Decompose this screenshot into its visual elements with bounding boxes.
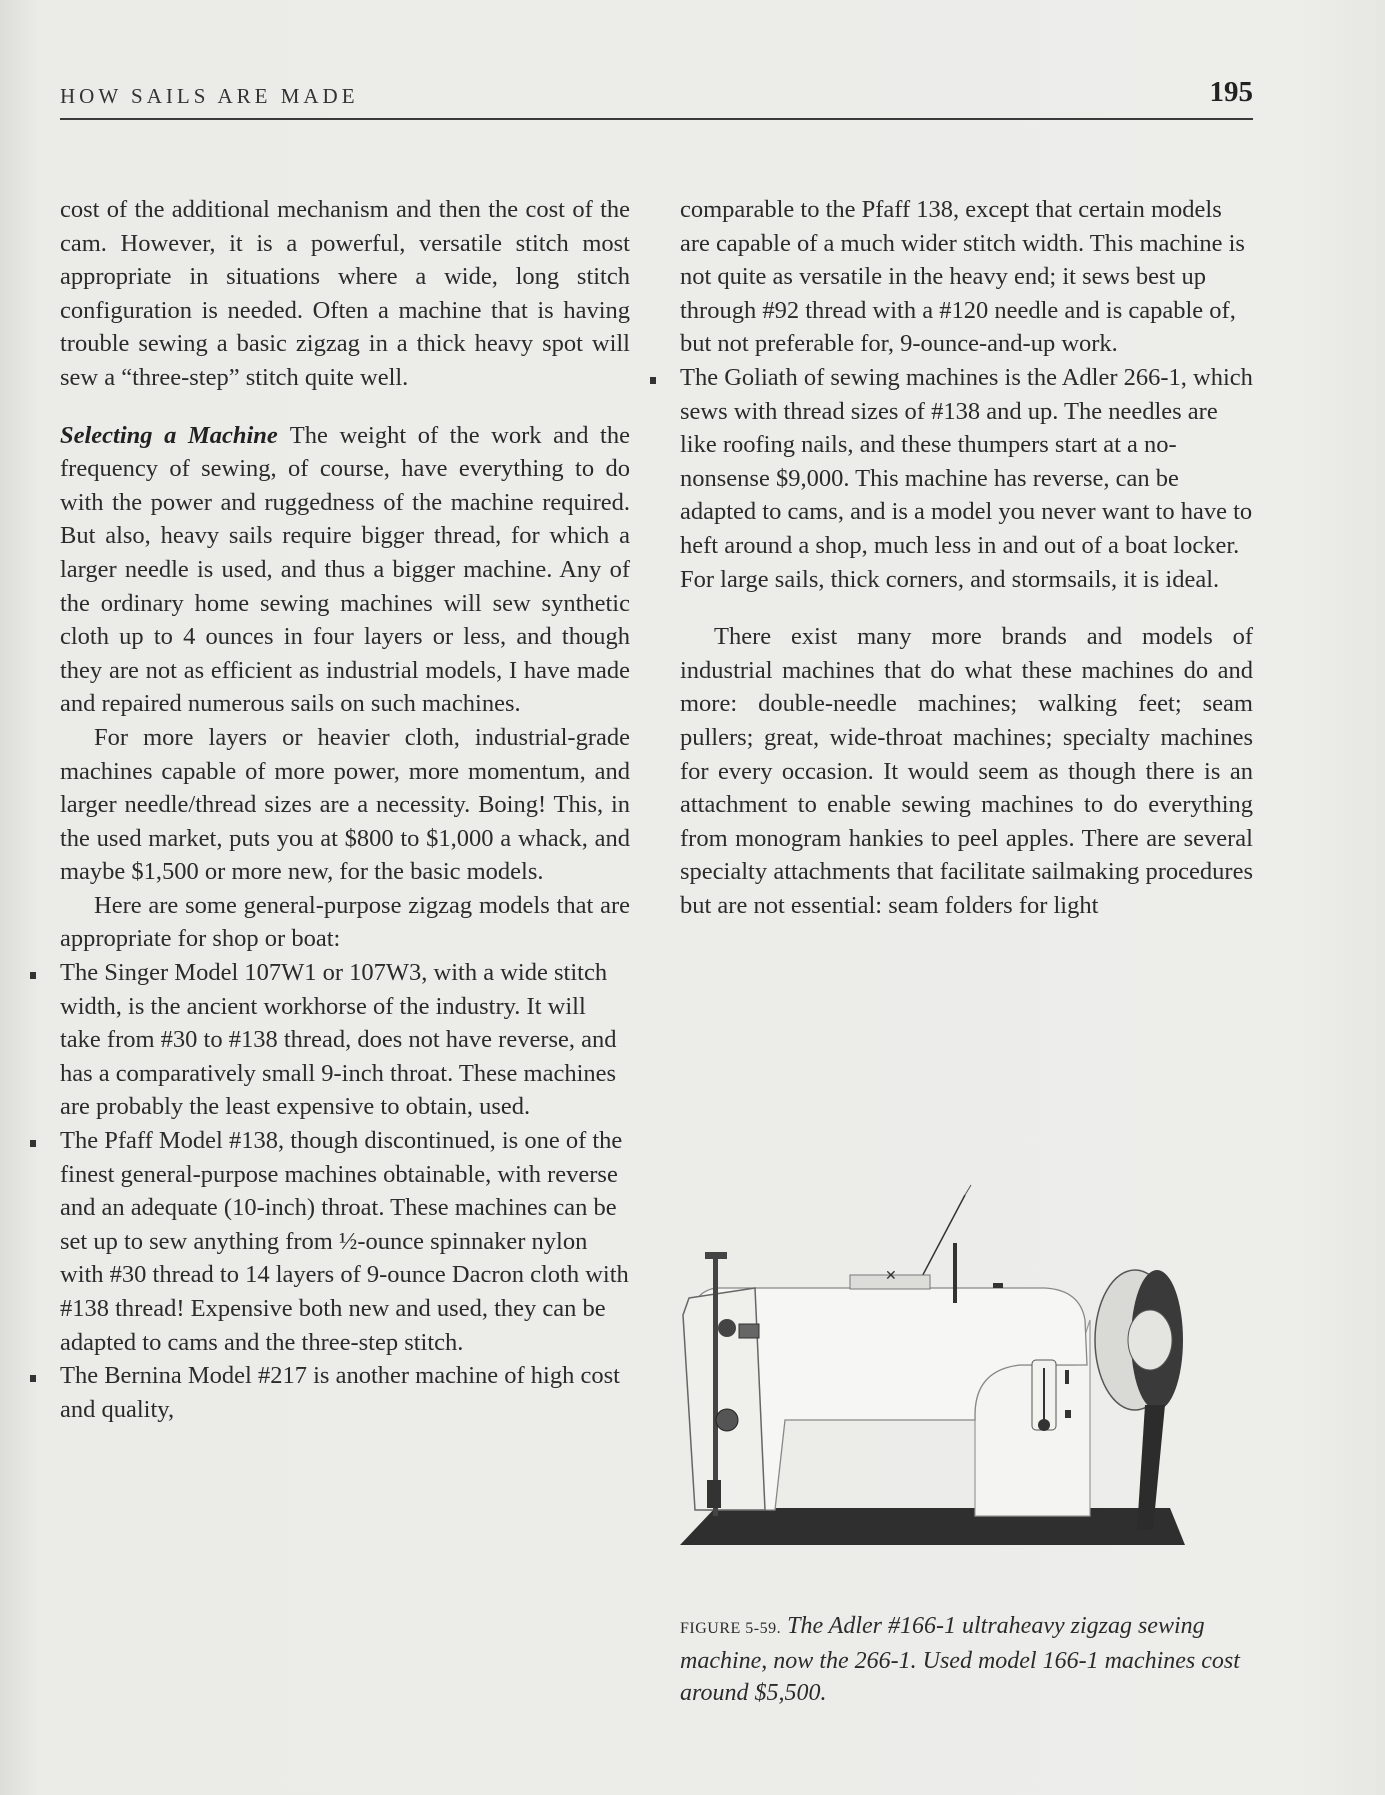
bernina-continuation-text: comparable to the Pfaff 138, except that certain models are capable of a much wider stitch width. This machine is not quite as versatile in the heavy end; it sews best up through #92 thread with a #120 needle and is capable of, but not preferable for, 9-ounce-and-up work. bbox=[680, 196, 1245, 358]
stitch-lever-knob bbox=[1038, 1419, 1050, 1431]
stitch-indicator bbox=[1065, 1370, 1069, 1384]
thread-spindle bbox=[953, 1243, 957, 1303]
figure-caption-text: The Adler #166-1 ultraheavy zigzag sewing machine, now the 266-1. Used model 166-1 machines cost around $5,500. bbox=[680, 1613, 1240, 1706]
list-item-adler: The Goliath of sewing machines is the Adler 266-1, which sews with thread sizes of #138 and up. The needles are like roofing nails, and these thumpers start at a no-nonsense $9,000. This machine has reverse, can be adapted to cams, and is a model you never want to have to heft around a shop, much less in and out of a boat locker. For large sails, thick corners, and stormsails, it is ideal. bbox=[680, 361, 1253, 596]
sewing-machine-figure bbox=[675, 1180, 1260, 1580]
running-head: HOW SAILS ARE MADE bbox=[60, 84, 359, 108]
page-header bbox=[60, 74, 1253, 120]
figure-label: FIGURE 5-59. bbox=[680, 1620, 782, 1637]
list-item-bernina-continued bbox=[680, 193, 1253, 361]
machine-base bbox=[680, 1508, 1185, 1545]
right-column bbox=[680, 193, 1253, 922]
thread-line-end bbox=[965, 1185, 971, 1195]
presser-foot bbox=[707, 1480, 721, 1508]
machine-list-continued bbox=[680, 193, 1253, 596]
thread-guide bbox=[993, 1283, 1003, 1288]
section-title: Selecting a Machine bbox=[60, 421, 278, 449]
left-column bbox=[60, 193, 630, 1426]
machine-list bbox=[60, 956, 630, 1426]
paragraph-zigzag-models: Here are some general-purpose zigzag models that are appropriate for shop or boat: bbox=[60, 891, 630, 953]
reverse-indicator bbox=[1065, 1410, 1071, 1418]
needle-bar-cap bbox=[705, 1252, 727, 1259]
tension-plate bbox=[739, 1324, 759, 1338]
list-item-singer: The Singer Model 107W1 or 107W3, with a wide stitch width, is the ancient workhorse of the industry. It will take from #30 to #138 thread, does not have reverse, and has a comparatively small 9-inch throat. These machines are probably the least expensive to obtain, used. bbox=[60, 956, 630, 1124]
tension-knob bbox=[718, 1319, 736, 1337]
paragraph-cam-cost: cost of the additional mechanism and then the cost of the cam. However, it is a powerful, versatile stitch most appropriate in situations where a wide, long stitch configuration is needed. Often a machine that is having trouble sewing a basic zigzag in a thick heavy spot will sew a “three-step” stitch quite well. bbox=[60, 196, 630, 391]
section-body: The weight of the work and the frequency of sewing, of course, have everything to do with the power and ruggedness of the machine required. But also, heavy sails require bigger thread, for which a larger needle is used, and thus a bigger machine. Any of the ordinary home sewing machines will sew synthetic cloth up to 4 ounces in four layers or less, and though they are not as efficient as industrial models, I have made and repaired numerous sails on such machines. bbox=[60, 421, 630, 718]
paragraph-selecting-machine bbox=[60, 419, 630, 721]
needle-bar bbox=[713, 1258, 718, 1516]
list-item-pfaff: The Pfaff Model #138, though discontinued, is one of the finest general-purpose machines obtainable, with reverse and an adequate (10-inch) throat. These machines can be set up to sew anything from ½-ounce spinnaker nylon with #30 thread to 14 layers of 9-ounce Dacron cloth with #138 thread! Expensive both new and used, they can be adapted to cams and the three-step stitch. bbox=[60, 1124, 630, 1359]
handwheel-hub bbox=[1128, 1310, 1172, 1370]
paragraph-more-brands: There exist many more brands and models of industrial machines that do what these machines do and more: double-needle machines; walking feet; seam pullers; great, wide-throat machines; specialty machines for every occasion. It would seem as though there is an attachment to enable sewing machines to do everything from monogram hankies to peel apples. There are several specialty attachments that facilitate sailmaking procedures but are not essential: seam folders for light bbox=[680, 623, 1253, 919]
page-number: 195 bbox=[1209, 76, 1253, 108]
bobbin-knob bbox=[716, 1409, 738, 1431]
top-mark: ✕ bbox=[885, 1268, 897, 1284]
sewing-machine-illustration bbox=[675, 1180, 1260, 1580]
paragraph-industrial-grade: For more layers or heavier cloth, industrial-grade machines capable of more power, more momentum, and larger needle/thread sizes are a necessity. Boing! This, in the used market, puts you at $800 to $1,000 a whack, and maybe $1,500 or more new, for the basic models. bbox=[60, 723, 630, 886]
figure-caption bbox=[680, 1610, 1260, 1709]
list-item-bernina: The Bernina Model #217 is another machine of high cost and quality, bbox=[60, 1359, 630, 1426]
